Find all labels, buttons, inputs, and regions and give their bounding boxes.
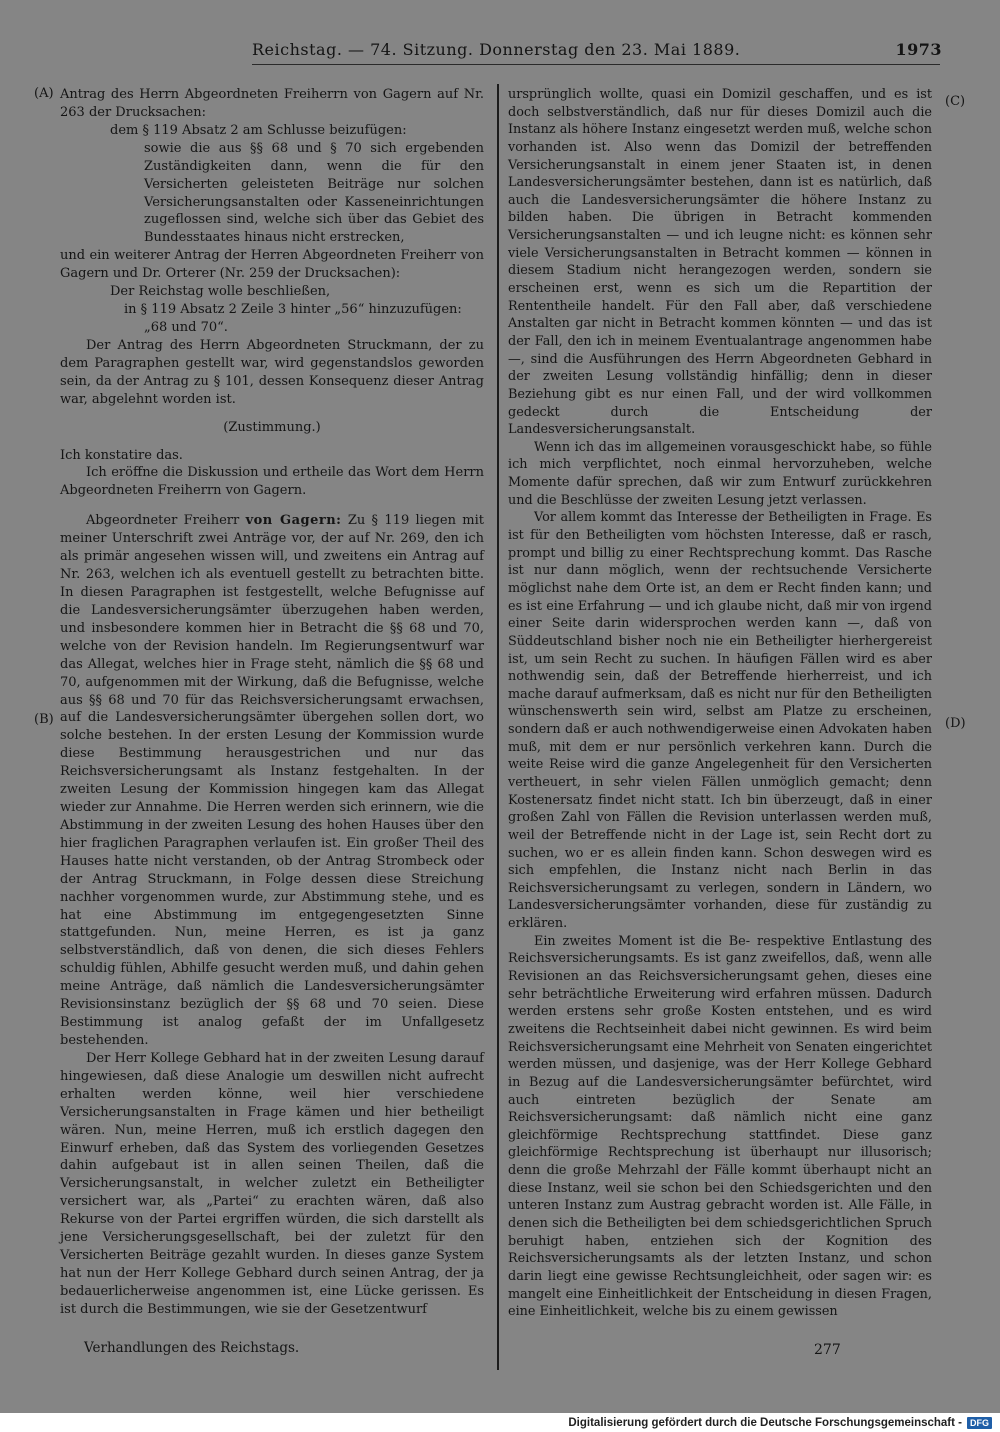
paragraph: ursprünglich wollte, quasi ein Domizil geschaffen, und es ist doch selbstverständlich, daß nur für dieses Domizil auch die Instanz als höhere Instanz eingesetzt werden muß, welche schon vorhanden ist. Also wenn das Domizil der betreffenden Versicherungsanstalt in einem jener Staaten ist, in denen Landesversicherungsämter bestehen, dann ist es natürlich, daß auch die Landesversicherungsämter die höhere Instanz zu bilden haben. Die übrigen in Betracht kommenden Versicherungsanstalten — und ich leugne nicht: es können sehr viele Versicherungsanstalten in Betracht kommen — können in diesem Stadium nicht herangezogen werden, sondern sie erscheinen erst, wenn es sich um die Repartition der Rententheile handelt. Für den Fall aber, daß verschiedene Anstalten gar nicht in Betracht kommen könnten — und das ist der Fall, den ich in meinem Eventualantrage angenommen habe —, sind die Ausführungen des Herrn Abgeordneten Gebhard in der zweiten Lesung vollständig hinfällig; denn in dieser Beziehung gibt es nur einen Fall, und der wird vollkommen gedeckt durch die Entscheidung der Landesversicherungsanstalt. <box>508 87 932 438</box>
speaker-prefix: Abgeordneter Freiherr <box>86 513 240 529</box>
motion-clause-2: in § 119 Absatz 2 Zeile 3 hinter „56“ hinzuzufügen: <box>124 302 462 318</box>
margin-mark-a: (A) <box>34 86 54 101</box>
right-column <box>508 86 932 1321</box>
motion-insert-2: „68 und 70“. <box>144 319 228 335</box>
sheet-number: 277 <box>814 1342 841 1358</box>
speech-paragraph <box>60 512 484 1050</box>
paragraph: Der Herr Kollege Gebhard hat in der zweiten Lesung darauf hingewiesen, daß diese Analogie um deswillen nicht aufrecht erhalten werden könne, weil hier verschiedene Versicherungsanstalten in Frage kämen und hier betheiligt wären. Nun, meine Herren, muß ich erstlich dagegen den Einwurf erheben, daß das System des vorliegenden Gesetzes dahin aufgebaut ist in allen seinen Theilen, daß die Versicherungsanstalt, in welcher zuletzt ein Betheiligter versichert war, als „Partei“ zu erachten wären, daß also Rekurse von der Partei ergriffen würden, die sich darstellt als jene Versicherungsgesellschaft, bei der zuletzt für den Versicherten Beiträge gezahlt wurden. In dieses ganze System hat nun der Herr Kollege Gebhard durch seinen Antrag, der ja bedauerlicherweise angenommen ist, eine Lücke gerissen. Es ist durch die Bestimmungen, wie sie der Gesetzentwurf <box>60 1050 484 1317</box>
paragraph: Wenn ich das im allgemeinen vorausgeschickt habe, so fühle ich mich verpflichtet, noch einmal hervorzuheben, welche Momente dafür sprechen, daß wir zum Entwurf zurückkehren und die Beschlüsse der zweiten Lesung jetzt verlassen. <box>508 439 932 508</box>
dfg-logo: DFG <box>967 1417 992 1429</box>
paragraph: Vor allem kommt das Interesse der Betheiligten in Frage. Es ist für den Betheiligten vom höchsten Interesse, daß er rasch, prompt und billig zu einer Rechtsprechung kommt. Das Rasche ist nur dann möglich, wenn der rechtsuchende Versicherte möglichst nahe dem Orte ist, an dem er Recht finden kann; und es ist eine Erfahrung — und ich glaube nicht, daß mir von irgend einer Seite darin widersprochen werden kann —, daß von Süddeutschland bisher noch nie ein Betheiligter hierhergereist ist, um sein Recht zu suchen. In häufigen Fällen wird es aber nothwendig sein, daß der Betreffende hierherreist, und ich mache darauf aufmerksam, daß es nicht nur für den Betheiligten wünschenswerth sein wird, selbst am Platze zu erscheinen, sondern daß er auch nothwendigerweise einen Advokaten haben muß, mit dem er nur persönlich verkehren kann. Durch die weite Reise wird die ganze Angelegenheit für den Versicherten vertheuert, in sehr vielen Fällen unmöglich gemacht; denn Kostenersatz findet nicht statt. Ich bin überzeugt, daß in einer großen Zahl von Fällen die Revision unterlassen werden muß, weil der Betreffende nicht in der Lage ist, sein Recht dort zu suchen, wo er es allein finden kann. Schon deswegen wird es sich empfehlen, die Instanz nicht nach Berlin in das Reichsversicherungsamt zu verlegen, sondern in Ländern, wo Landesversicherungsämter vorhanden, diese für zuständig zu erklären. <box>508 510 932 932</box>
motion-insert: sowie die aus §§ 68 und § 70 sich ergebenden Zuständigkeiten dann, wenn die für den Versicherten geleisteten Beiträge nur solchen Versicherungsanstalten oder Kasseneinrichtungen zugeflossen sind, welche sich über das Gebiet des Bundesstaates hinaus nicht erstrecken, <box>144 140 484 246</box>
dfg-credit-text: Digitalisierung gefördert durch die Deutsche Forschungsgemeinschaft - <box>568 1417 962 1429</box>
paragraph: Der Antrag des Herrn Abgeordneten Struckmann, der zu dem Paragraphen gestellt war, wird gegenstandslos geworden sein, da der Antrag zu § 101, dessen Konsequenz dieser Antrag war, abgelehnt worden ist. <box>60 337 484 407</box>
margin-mark-d: (D) <box>945 716 966 731</box>
left-column <box>60 86 484 1319</box>
speaker-name: von Gagern: <box>245 513 342 529</box>
paragraph: Ein zweites Moment ist die Be- respektive Entlastung des Reichsversicherungsamts. Es ist ganz zweifellos, daß, wenn alle Revisionen an das Reichsversicherungsamt gehen, dieses eine sehr beträchtliche Erweiterung wird erfahren müssen. Dadurch werden erstens sehr große Kosten entstehen, und es wird zweitens die Rechtseinheit dabei nicht gewinnen. Es wird beim Reichsversicherungsamt eine Mehrheit von Senaten eingerichtet werden müssen, und dasjenige, was der Herr Kollege Gebhard in Bezug auf die Landesversicherungsämter befürchtet, wird auch eintreten bezüglich der Senate am Reichsversicherungsamt: daß nämlich nicht eine ganz gleichförmige Rechtsprechung stattfindet. Diese ganz gleichförmige Rechtsprechung ist überhaupt nur illusorisch; denn die große Mehrzahl der Fälle kommt überhaupt nicht an diese Instanz, weil sie schon bei den Schiedsgerichten und den unteren Instanz zum Austrag gebracht worden ist. Alle Fälle, in denen sich die Betheiligten bei dem schiedsgerichtlichen Spruch beruhigt haben, entziehen sich der Kognition des Reichsversicherungsamts als der letzten Instanz, und schon darin liegt eine gewisse Rechtsungleichheit, oder sagen wir: es mangelt eine Einheitlichkeit der Entscheidung in diesen Fragen, eine Einheitlichkeit, welche bis zu einem gewissen <box>508 933 932 1320</box>
column-divider <box>497 84 499 1370</box>
page-number: 1973 <box>895 40 942 59</box>
paragraph: Ich eröffne die Diskussion und ertheile das Wort dem Herrn Abgeordneten Freiherrn von Gagern. <box>60 465 484 499</box>
header-title: Reichstag. — 74. Sitzung. Donnerstag den 23. Mai 1889. <box>252 40 741 59</box>
interjection: (Zustimmung.) <box>223 419 321 435</box>
motion-text-2: und ein weiterer Antrag der Herren Abgeordneten Freiherr von Gagern und Dr. Orterer (Nr. 259 der Drucksachen): <box>60 248 484 282</box>
footer-source: Verhandlungen des Reichstags. <box>84 1340 300 1356</box>
motion-resolve: Der Reichstag wolle beschließen, <box>110 284 331 300</box>
header-rule <box>252 64 940 65</box>
margin-mark-c: (C) <box>945 94 966 109</box>
paragraph: Ich konstatire das. <box>60 447 183 463</box>
motion-clause: dem § 119 Absatz 2 am Schlusse beizufügen: <box>110 122 407 138</box>
dfg-credit <box>568 1414 992 1432</box>
margin-mark-b: (B) <box>34 712 54 727</box>
speech-text: Zu § 119 liegen mit meiner Unterschrift zwei Anträge vor, der auf Nr. 269, den ich als primär angesehen wissen will, und zweitens ein Antrag auf Nr. 263, welchen ich als eventuell gestellt zu betrachten bitte. In diesen Paragraphen ist festgestellt, welche Befugnisse auf die Landesversicherungsämter überzugehen haben werden, und insbesondere kommen hier in Betracht die §§ 68 und 70, welche von der Revision handeln. Im Regierungsentwurf war das Allegat, welches hier in Frage steht, nämlich die §§ 68 und 70, aufgenommen mit der Wirkung, daß die Befugnisse, welche aus §§ 68 und 70 für das Reichsversicherungsamt erwachsen, auf die Landesversicherungsämter übergehen sollen dort, wo solche bestehen. In der ersten Lesung der Kommission wurde diese Bestimmung herausgestrichen und nur das Reichsversicherungsamt als Instanz festgehalten. In der zweiten Lesung der Kommission hingegen kam das Allegat wieder zur Annahme. Die Herren werden sich erinnern, wie die Abstimmung in der zweiten Lesung des hohen Hauses über den hier fraglichen Paragraphen verlaufen ist. Ein großer Theil des Hauses hatte nicht verstanden, ob der Antrag Strombeck oder der Antrag Struckmann, in Folge dessen diese Streichung nachher vorgenommen wurde, zur Abstimmung stehe, und es hat eine Abstimmung im entgegengesetzten Sinne stattgefunden. Nun, meine Herren, es ist ja ganz selbstverständlich, daß von denen, die sich dieses Fehlers schuldig fühlen, Abhilfe gesucht werden muß, und dahin gehen meine Anträge, daß nämlich die Landesversicherungsämter Revisionsinstanz bezüglich der §§ 68 und 70 seien. Diese Bestimmung ist analog gefaßt der im Unfallgesetz bestehenden. <box>60 513 484 1049</box>
motion-text: Antrag des Herrn Abgeordneten Freiherrn von Gagern auf Nr. 263 der Drucksachen: <box>60 87 484 120</box>
